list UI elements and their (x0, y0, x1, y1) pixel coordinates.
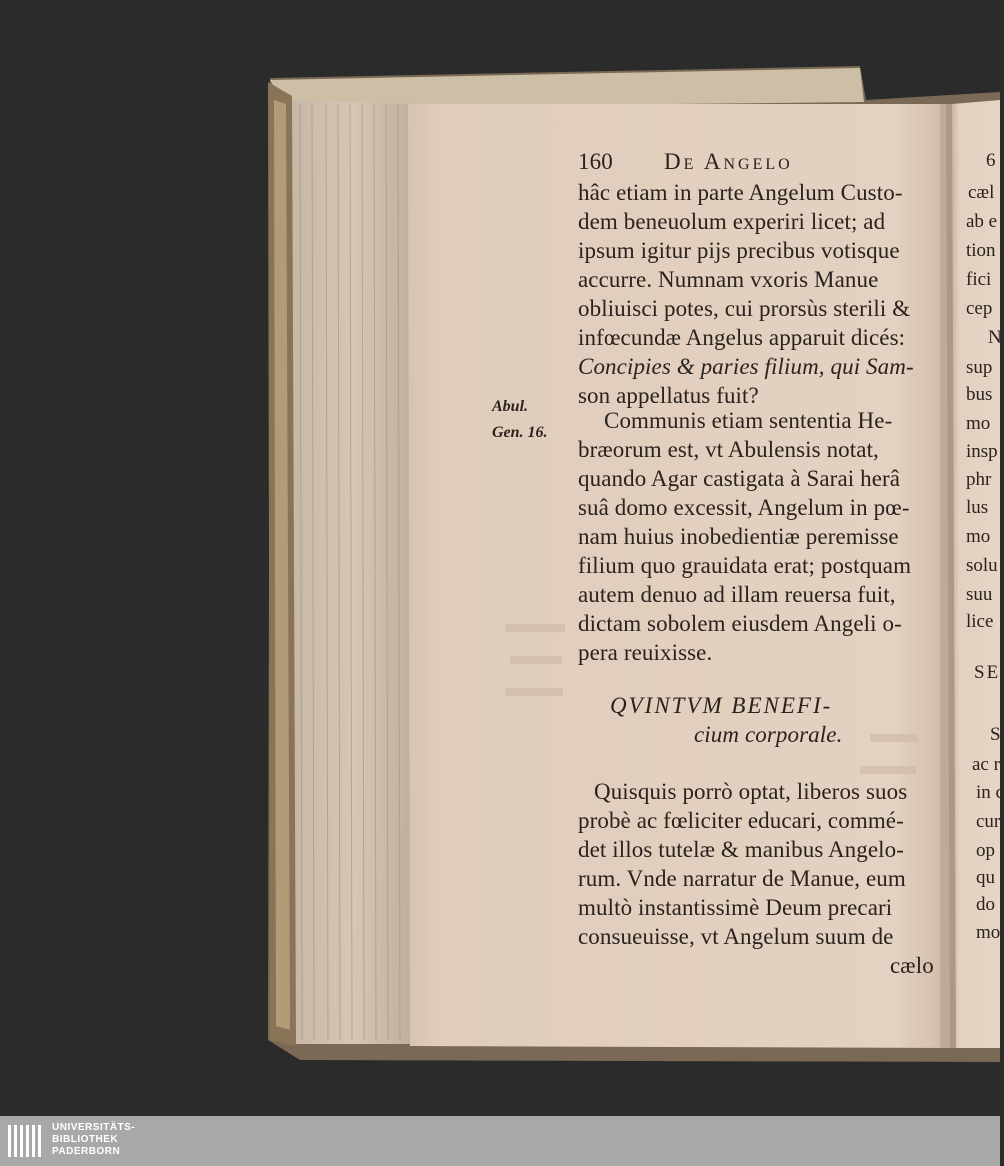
fragment: SE (974, 662, 1001, 683)
fragment: sup (966, 357, 993, 378)
page-edges (292, 100, 414, 1044)
text-line: pera reuixisse. (578, 640, 713, 665)
text-line: accurre. Numnam vxoris Manue (578, 267, 879, 292)
fragment: mo (976, 922, 1001, 943)
text-line: hâc etiam in parte Angelum Custo- (578, 180, 903, 205)
library-footer-bar (0, 1116, 1000, 1166)
text-line: son appellatus fuit? (578, 383, 759, 408)
fragment: S (990, 724, 1001, 745)
catchword: cælo (890, 953, 934, 978)
text-line: dem beneuolum experiri licet; ad (578, 209, 886, 234)
fragment: cur (976, 811, 1001, 832)
text-line: probè ac fœliciter educari, commé- (578, 808, 904, 833)
fragment: 6 (986, 150, 996, 171)
fragment: cæl (968, 182, 995, 203)
text-line: obliuisci potes, cui prorsùs sterili & (578, 296, 911, 321)
fragment: suu (966, 584, 993, 605)
fragment: insp (966, 441, 998, 462)
library-name (52, 1122, 135, 1158)
fragment: N (988, 327, 1002, 348)
fragment: lus (966, 497, 989, 518)
text-line: Quisquis porrò optat, liberos suos (594, 779, 908, 804)
text-line: nam huius inobedientiæ peremisse (578, 524, 899, 549)
fragment: solu (966, 555, 998, 576)
fragment: lice (966, 611, 994, 632)
fragment: op (976, 840, 995, 861)
library-name-line: BIBLIOTHEK (52, 1134, 119, 1145)
text-line: rum. Vnde narratur de Manue, eum (578, 866, 906, 891)
text-line: autem denuo ad illam reuersa fuit, (578, 582, 896, 607)
text-line: bræorum est, vt Abulensis notat, (578, 437, 879, 462)
fragment: phr (966, 469, 992, 490)
text-line: Concipies & paries filium, qui Sam- (578, 354, 914, 379)
section-heading-line: cium corporale. (694, 722, 843, 747)
fragment: mo (966, 526, 991, 547)
running-title: De Angelo (664, 149, 793, 174)
fragment: mo (966, 413, 991, 434)
fragment: tion (966, 240, 996, 261)
text-line: ipsum igitur pijs precibus votisque (578, 238, 900, 263)
library-name-line: UNIVERSITÄTS- (52, 1122, 136, 1133)
text-line: quando Agar castigata à Sarai herâ (578, 466, 901, 491)
library-logo-icon (6, 1121, 46, 1161)
fragment: cep (966, 298, 993, 319)
fragment: qu (976, 867, 995, 888)
fragment: do (976, 894, 995, 915)
fragment: ab e (966, 211, 998, 232)
text-line: dictam sobolem eiusdem Angeli o- (578, 611, 902, 636)
fragment: bus (966, 384, 993, 405)
text-line: suâ domo excessit, Angelum in pœ- (578, 495, 910, 520)
margin-note: Abul. (492, 398, 529, 415)
text-line: filium quo grauidata erat; postquam (578, 553, 912, 578)
fragment: in c (976, 782, 1004, 803)
margin-note: Gen. 16. (492, 424, 548, 441)
library-name-line: PADERBORN (52, 1146, 121, 1157)
text-line: det illos tutelæ & manibus Angelo- (578, 837, 905, 862)
fragment: ac r (972, 754, 1000, 775)
text-line: infœcundæ Angelus apparuit dicés: (578, 325, 906, 350)
text-line: Communis etiam sententia He- (604, 408, 893, 433)
text-line: multò instantissimè Deum precari (578, 895, 893, 920)
section-heading-line: QVINTVM BENEFI- (610, 693, 833, 718)
page-number: 160 (578, 149, 613, 174)
text-line: consueuisse, vt Angelum suum de (578, 924, 894, 949)
fragment: fici (966, 269, 992, 290)
